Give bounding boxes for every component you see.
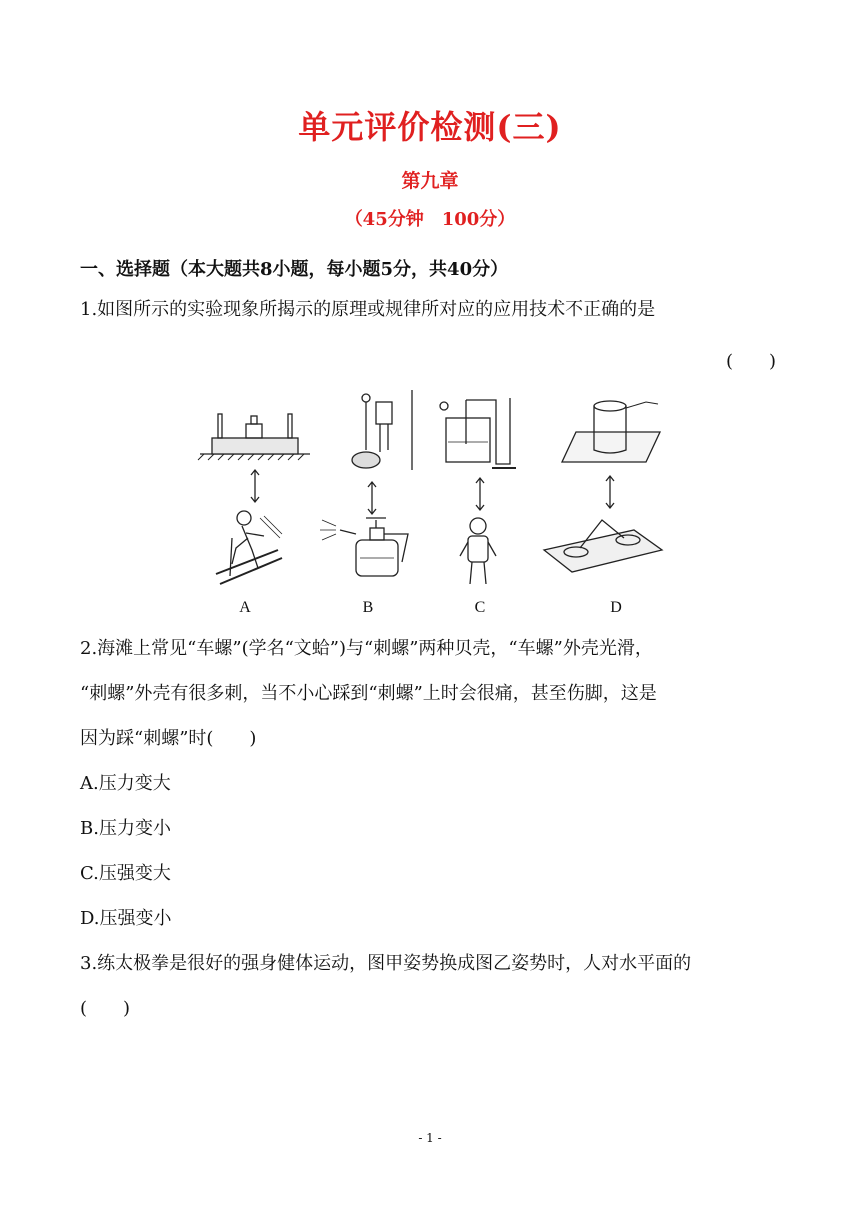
figure-c-top-icon bbox=[440, 398, 516, 468]
q2-option-d: D.压强变小 bbox=[80, 908, 172, 929]
figure-b-bottom-sprayer-icon bbox=[320, 518, 408, 576]
q3-line-2: ( ) bbox=[80, 998, 131, 1019]
q2-option-a: A.压力变大 bbox=[80, 773, 171, 794]
q2-option-c: C.压强变大 bbox=[80, 863, 171, 884]
figure-d-top-icon bbox=[562, 401, 660, 462]
q1-answer-blank: ( ) bbox=[725, 351, 776, 372]
figure-label-d: D bbox=[610, 599, 622, 616]
figure-label-c: C bbox=[474, 599, 486, 616]
figure-a-bottom-skier-icon bbox=[216, 511, 282, 584]
q3-line-1: 3.练太极拳是很好的强身健体运动，图甲姿势换成图乙姿势时，人对水平面的 bbox=[80, 953, 692, 974]
q2-option-b: B.压力变小 bbox=[80, 818, 171, 839]
figure-label-a: A bbox=[239, 599, 251, 616]
q2-line-2: “刺螺”外壳有很多刺，当不小心踩到“刺螺”上时会很痛，甚至伤脚，这是 bbox=[80, 683, 657, 704]
document-title: 单元评价检测(三) bbox=[298, 108, 562, 146]
section-heading: 一、选择题（本大题共8小题，每小题5分，共40分） bbox=[80, 259, 509, 280]
figure-a-top-icon bbox=[198, 414, 310, 460]
chapter-label: 第九章 bbox=[401, 170, 459, 192]
figure-d-bottom-icon bbox=[544, 520, 662, 572]
figure-label-b: B bbox=[362, 599, 374, 616]
figure-b-top-icon bbox=[352, 390, 412, 470]
q2-line-1: 2.海滩上常见“车螺”(学名“文蛤”)与“刺螺”两种贝壳，“车螺”外壳光滑， bbox=[80, 638, 653, 659]
q1-stem: 1.如图所示的实验现象所揭示的原理或规律所对应的应用技术不正确的是 bbox=[80, 299, 656, 320]
figure-c-bottom-diver-icon bbox=[460, 518, 496, 584]
q2-line-3: 因为踩“刺螺”时( ) bbox=[80, 728, 257, 749]
q1-figure bbox=[190, 388, 670, 620]
time-score-info: （45分钟 100分） bbox=[344, 209, 516, 230]
page-number: - 1 - bbox=[418, 1131, 442, 1145]
